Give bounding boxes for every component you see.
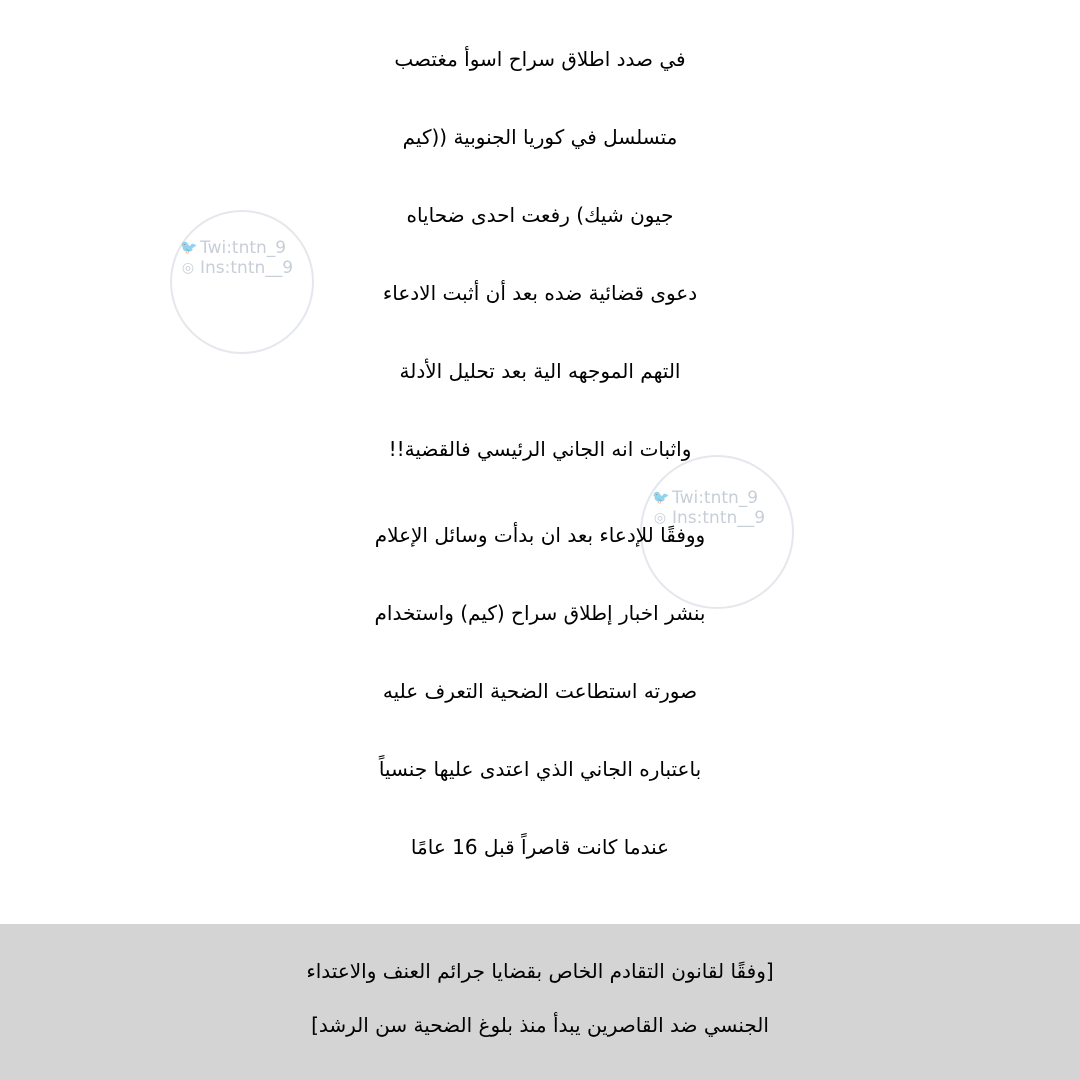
footnote-line: الجنسي ضد القاصرين يبدأ منذ بلوغ الضحية سن الرشد]	[311, 1013, 769, 1037]
watermark-instagram-handle: Ins:tntn__9	[200, 258, 294, 278]
footnote-line: [وفقًا لقانون التقادم الخاص بقضايا جرائم العنف والاعتداء	[306, 959, 774, 983]
main-text-block	[20, 20, 1060, 886]
body-line: ووفقًا للإدعاء بعد ان بدأت وسائل الإعلام	[374, 523, 706, 547]
watermark-twitter-handle: Twi:tntn_9	[672, 488, 759, 508]
body-line: عندما كانت قاصراً قبل 16 عامًا	[410, 835, 670, 859]
body-line: واثبات انه الجاني الرئيسي فالقضية!!	[388, 437, 692, 461]
twitter-bird-icon: 🐦	[180, 240, 198, 256]
body-line: باعتباره الجاني الذي اعتدى عليها جنسياً	[378, 757, 702, 781]
body-line: بنشر اخبار إطلاق سراح (كيم) واستخدام	[374, 601, 706, 625]
instagram-icon: ◎	[181, 260, 195, 276]
body-line: متسلسل في كوريا الجنوبية ((كيم	[402, 125, 678, 149]
instagram-icon: ◎	[653, 510, 667, 526]
paragraph-gap	[20, 488, 1060, 496]
body-line: دعوى قضائية ضده بعد أن أثبت الادعاء	[382, 281, 698, 305]
body-line: التهم الموجهه الية بعد تحليل الأدلة	[399, 359, 681, 383]
watermark-twitter-handle: Twi:tntn_9	[200, 238, 287, 258]
watermark-instagram-handle: Ins:tntn__9	[672, 508, 766, 528]
body-line: صورته استطاعت الضحية التعرف عليه	[382, 679, 698, 703]
body-line: في صدد اطلاق سراح اسوأ مغتصب	[394, 47, 686, 71]
twitter-bird-icon: 🐦	[652, 490, 670, 506]
body-line: جيون شيك) رفعت احدى ضحاياه	[406, 203, 674, 227]
footnote-box	[0, 924, 1080, 1080]
